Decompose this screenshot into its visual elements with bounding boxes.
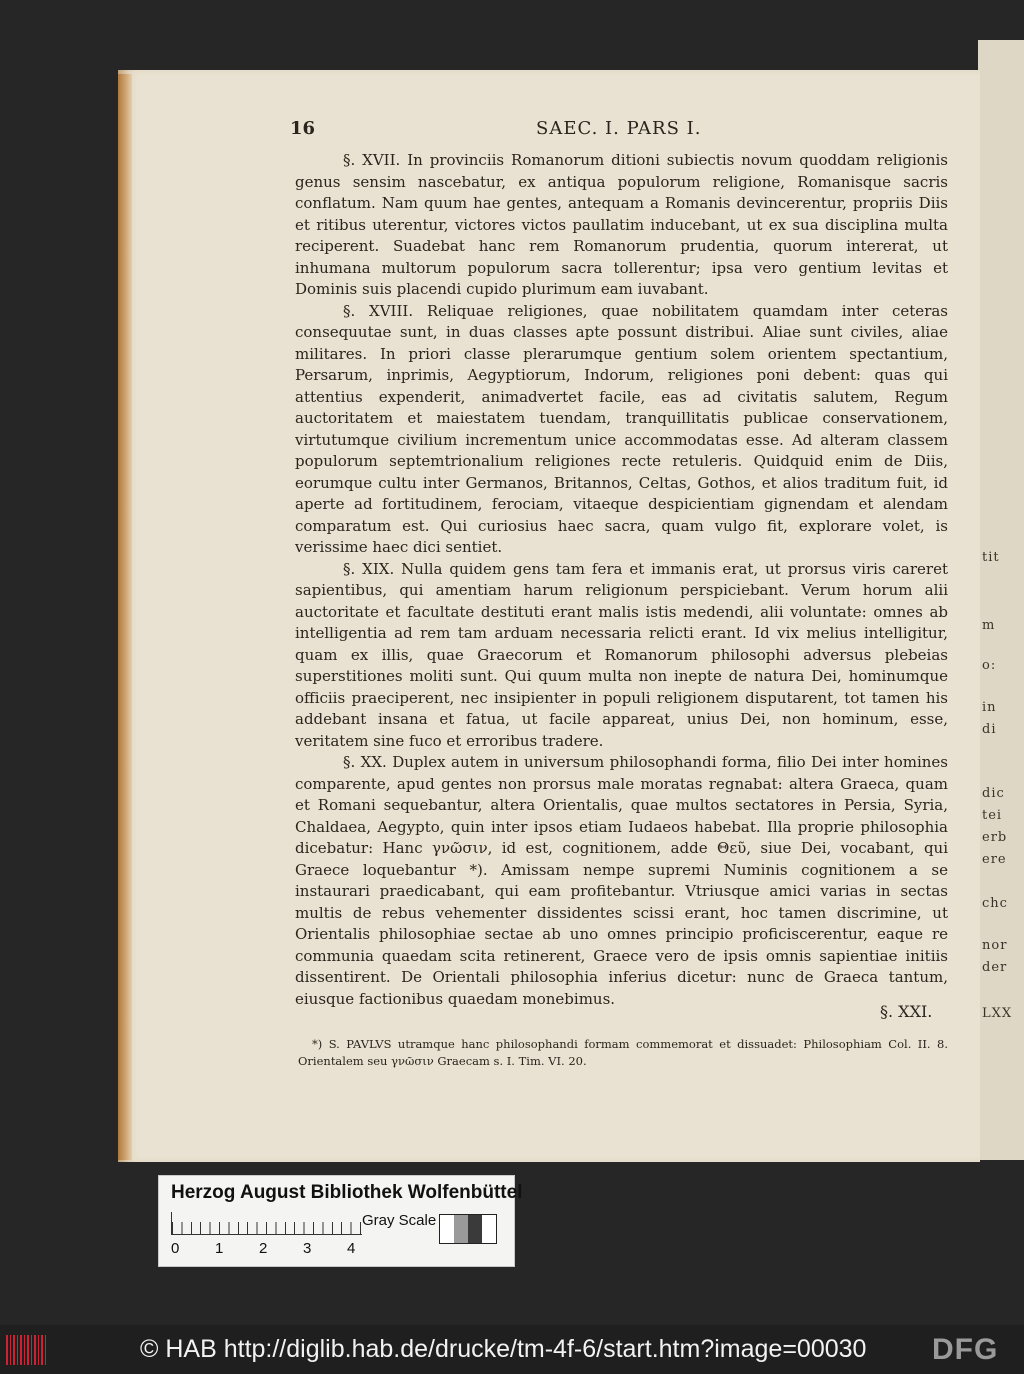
paragraph-xvii: §. XVII. In provinciis Romanorum ditioni subiectis novum quoddam religionis genus sensim nascebatur, ex antiqua populorum religione, Romanisque sacris conflatum. Nam quum hae gentes, antequam a Romanis devincerentur, propriis Diis et ritibus uterentur, victores victos paullatim inducebant, ut ex sua disciplina multa reciperent. Suadebat hanc rem Romanorum prudentia, quorum intererat, ut inhumana multorum populorum sacra tollerentur; ipsa vero gentium levitas et Dominis suis placendi cupido plurimum eam iuvabant.: [295, 151, 948, 298]
edge-fragment: tei: [982, 808, 1003, 823]
ruler-numbers: [167, 1240, 367, 1258]
edge-fragment: ere: [982, 852, 1007, 867]
ruler-scale: [171, 1212, 362, 1235]
gray-scale-swatches: [439, 1214, 497, 1244]
library-name: Herzog August Bibliothek Wolfenbüttel: [171, 1182, 523, 1203]
paragraph-xix: §. XIX. Nulla quidem gens tam fera et immanis erat, ut prorsus viris careret sapientibus, qui amentiam harum religionum perspiciebant. Verum horum alii auctoritate et facultate destituti erant malis istis medendi, alii voluntate: omnes ab intelligentia ad rem tam arduam necessaria relicti erant. Id vix melius intelligitur, quam ex illis, quae Graecorum et Romanorum philosophi adversus plebeias superstitiones moliti sunt. Qui quum multa non inepte de natura Dei, hominumque officiis praeciperent, nec insipienter in populi religionem disputarent, tot tamen his addebant insana et fatua, ut facile appareat, unius Dei, non hominum, esse, veritatem sine fuco et erroribus tradere.: [295, 559, 948, 750]
paragraph-xx: §. XX. Duplex autem in universum philosophandi forma, filio Dei inter homines comparente, apud gentes non prorsus male moratas regnabat: altera Graeca, quam et Romani sequebantur, altera Orientalis, quae multos sectatores in Persia, Syria, Chaldaea, Aegypto, quin inter ipsos etiam Iudaeos habebat. Illa proprie philosophia dicebatur: Hanc γνῶσιν, id est, cognitionem, adde Θεῦ, siue Dei, vocabant, qui Graece loquebantur *). Amissam nempe supremi Numinis cognitionem a se instaurari praedicabant, qui eam profitebantur. Vtriusque amici varias in sectas multis de rebus vehementer dissidentes scissi erant, hoc tamen discrimine, ut Orientalis philosophiae sectae ab uno omnes principio proficiscerentur, eaque re communia quaedam scita retinerent, Graece vero de ipsis omnis sapientiae initiis dissentirent. De Orientali philosophia inferius dicetur: nunc de Graeca tantum, eiusque factionibus quaedam monebimus.: [295, 753, 948, 1008]
gray-swatch: [440, 1215, 454, 1243]
edge-fragment: tit: [982, 550, 1000, 565]
facing-page-edge: [978, 40, 1024, 1160]
edge-fragment: m: [982, 618, 996, 633]
gray-swatch: [454, 1215, 468, 1243]
running-head: SAEC. I. PARS I.: [536, 118, 702, 139]
edge-fragment: o:: [982, 658, 997, 673]
page-fore-edge: [118, 74, 132, 1160]
gray-swatch: [482, 1215, 496, 1243]
ruler-number: 3: [303, 1240, 312, 1257]
edge-fragment: nor: [982, 938, 1008, 953]
gray-swatch: [468, 1215, 482, 1243]
edge-fragment: LXX: [982, 1006, 1013, 1021]
gray-scale-label: Gray Scale: [362, 1212, 437, 1229]
dfg-logo: DFG: [932, 1333, 999, 1366]
edge-fragment: erb: [982, 830, 1008, 845]
copyright-url[interactable]: © HAB http://diglib.hab.de/drucke/tm-4f-6/start.htm?image=00030: [140, 1335, 867, 1363]
edge-fragment: di: [982, 722, 997, 737]
edge-fragment: in: [982, 700, 997, 715]
edge-fragment: dic: [982, 786, 1005, 801]
ruler-number: 2: [259, 1240, 268, 1257]
paragraph-xviii: §. XVIII. Reliquae religiones, quae nobilitatem quamdam inter ceteras consequutae sunt, in duas classes apte possunt distribui. Aliae sunt civiles, aliae militares. In priori classe plerarumque gentium solem orientem spectantium, Persarum, inprimis, Aegyptiorum, Indorum, religiones poni debent: quas qui attentius expenderit, animadvertet facile, eas ad civitatis salutem, Regum auctoritatem et maiestatem tuendam, tranquillitatis publicae conservationem, virtutumque civilium incrementum unice accommodatas esse. Ad alteram classem populorum septemtrionalium religiones recte retuleris. Quidquid enim de Diis, eorumque cultu inter Germanos, Britannos, Celtas, Gothos, et alios traditum fuit, id aperte ad fortitudinem, ferociam, vitaeque despicientiam gignendam et alendam comparatum est. Qui curiosius haec sacra, quam vulgo fit, explorare volet, is verissime haec dici sentiet.: [295, 301, 948, 556]
page-number: 16: [290, 118, 316, 139]
footnote-text: *) S. PAVLVS utramque hanc philosophandi formam commemorat et dissuadet: Philosophiam Col. II. 8. Orientalem seu γνῶσιν Graecam s. I. Tim. VI. 20.: [298, 1037, 948, 1068]
ruler-number: 1: [215, 1240, 224, 1257]
footer-bar: [0, 1325, 1024, 1374]
edge-fragment: chc: [982, 896, 1008, 911]
ruler-number: 0: [171, 1240, 180, 1257]
ruler-number: 4: [347, 1240, 356, 1257]
catchword: §. XXI.: [880, 1002, 933, 1021]
body-text: [295, 150, 948, 1010]
edge-fragment: der: [982, 960, 1008, 975]
page-header: [290, 118, 940, 142]
footnote: [298, 1036, 948, 1070]
barcode-icon: [6, 1335, 48, 1365]
color-scale-card: [158, 1175, 523, 1267]
